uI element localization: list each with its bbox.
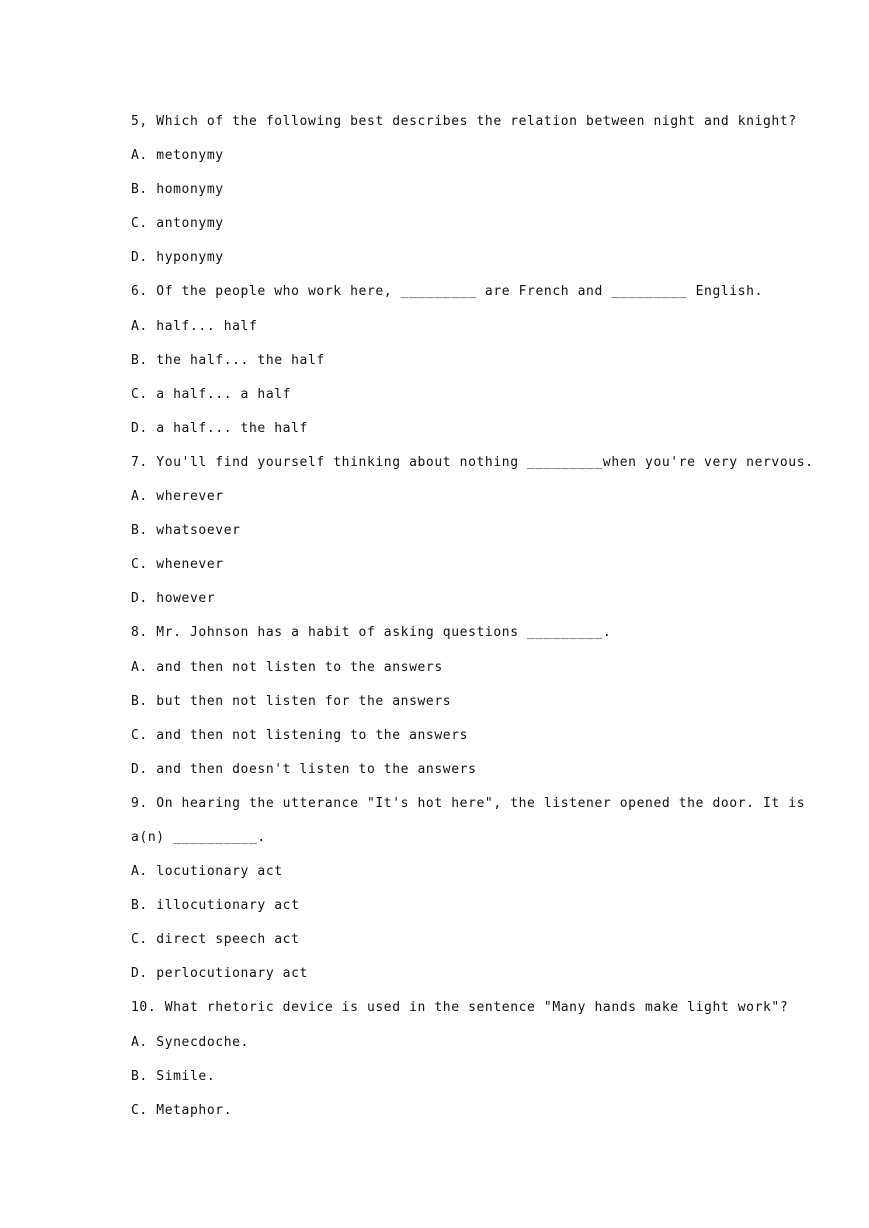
question-8-option-d: D. and then doesn't listen to the answers (131, 761, 477, 777)
question-10-option-a: A. Synecdoche. (131, 1034, 249, 1050)
question-8-option-a: A. and then not listen to the answers (131, 659, 443, 675)
question-8-option-c: C. and then not listening to the answers (131, 727, 469, 743)
question-list (131, 112, 814, 1135)
question-5-stem: 5, Which of the following best describes the relation between night and knight? (131, 114, 797, 129)
question-9-option-a: A. locutionary act (131, 864, 283, 880)
question-7-option-c: C. whenever (131, 557, 224, 573)
question-6-option-a: A. half... half (131, 318, 258, 334)
question-10-option-b: B. Simile. (131, 1068, 216, 1084)
question-5-option-d: D. hyponymy (131, 250, 224, 266)
question-7-option-d: D. however (131, 591, 216, 607)
question-9-option-b: B. illocutionary act (131, 898, 300, 914)
question-5-option-a: A. metonymy (131, 148, 224, 164)
question-5-option-b: B. homonymy (131, 182, 224, 198)
question-9-stem-continuation: a(n) __________. (131, 829, 266, 845)
question-5-option-c: C. antonymy (131, 216, 224, 232)
question-9-option-d: D. perlocutionary act (131, 966, 308, 982)
question-7-option-a: A. wherever (131, 489, 224, 505)
question-8-option-b: B. but then not listen for the answers (131, 693, 452, 709)
question-10-stem: 10. What rhetoric device is used in the sentence "Many hands make light work"? (131, 1000, 789, 1016)
question-6-option-d: D. a half... the half (131, 420, 308, 436)
question-10-option-c: C. Metaphor. (131, 1102, 233, 1118)
question-8-stem: 8. Mr. Johnson has a habit of asking questions _________. (131, 625, 612, 641)
question-7-option-b: B. whatsoever (131, 523, 241, 539)
question-7-stem: 7. You'll find yourself thinking about nothing _________when you're very nervous. (131, 454, 814, 470)
question-6-option-c: C. a half... a half (131, 386, 292, 402)
question-6-stem: 6. Of the people who work here, _________ are French and _________ English. (131, 284, 763, 300)
question-6-option-b: B. the half... the half (131, 352, 325, 368)
question-9-stem: 9. On hearing the utterance "It's hot here", the listener opened the door. It is (131, 795, 806, 811)
question-9-option-c: C. direct speech act (131, 932, 300, 948)
